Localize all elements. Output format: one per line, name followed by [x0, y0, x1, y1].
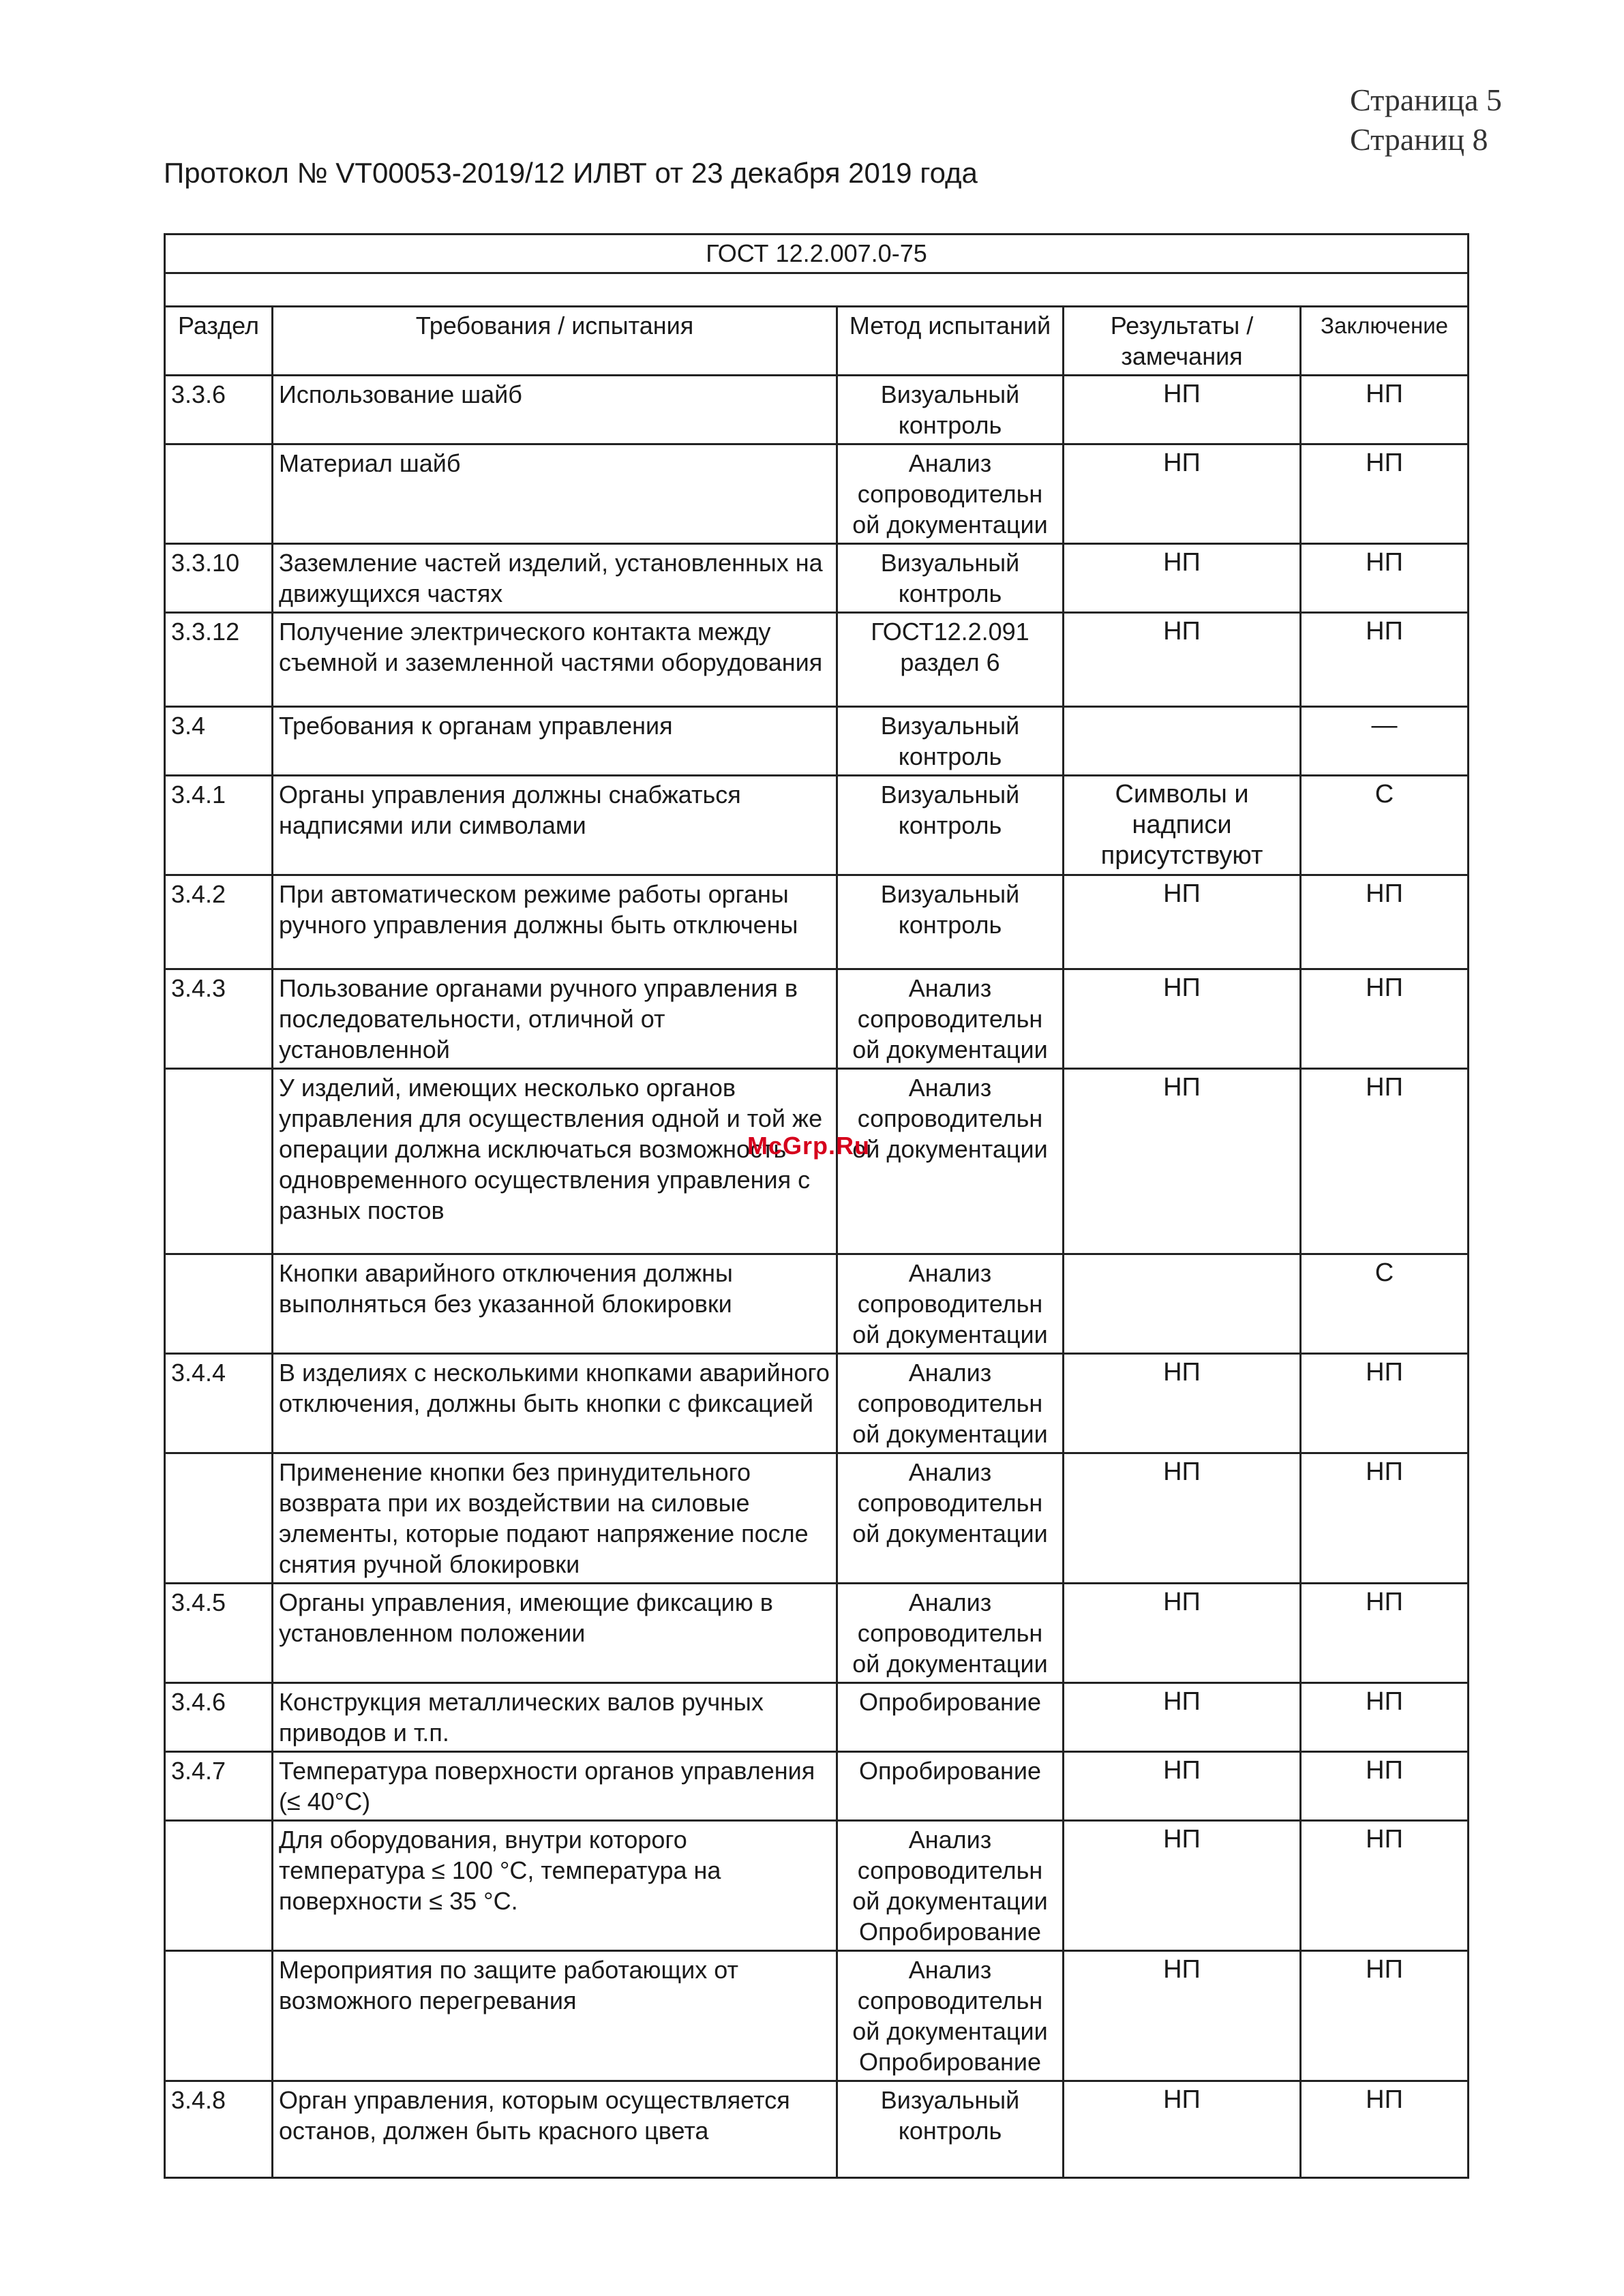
row-requirement: Пользование органами ручного управления в последовательности, отличной от установленной: [273, 969, 837, 1069]
row-section: 3.4.5: [165, 1584, 273, 1683]
table-row: [165, 376, 1469, 444]
row-requirement: При автоматическом режиме работы органы ручного управления должны быть отключены: [273, 875, 837, 969]
row-method: Анализ сопроводительн ой документации: [837, 444, 1064, 544]
row-section: 3.4.3: [165, 969, 273, 1069]
row-section: [165, 1821, 273, 1951]
row-section: 3.4.1: [165, 776, 273, 875]
row-result: [1064, 1254, 1301, 1354]
row-conclusion: НП: [1301, 969, 1469, 1069]
row-result: НП: [1064, 1752, 1301, 1821]
header-results: Результаты / замечания: [1064, 307, 1301, 376]
row-requirement: Заземление частей изделий, установленных на движущихся частях: [273, 544, 837, 613]
table-row: [165, 776, 1469, 875]
row-conclusion: НП: [1301, 1683, 1469, 1752]
protocol-title: Протокол № VT00053-2019/12 ИЛВТ от 23 декабря 2019 года: [164, 157, 978, 189]
row-conclusion: НП: [1301, 1354, 1469, 1453]
page-number: Страница 5: [1350, 82, 1502, 117]
row-method: Визуальный контроль: [837, 2081, 1064, 2178]
row-requirement: Органы управления должны снабжаться надписями или символами: [273, 776, 837, 875]
table-row: [165, 1584, 1469, 1683]
row-result: [1064, 707, 1301, 776]
row-requirement: Требования к органам управления: [273, 707, 837, 776]
row-conclusion: НП: [1301, 376, 1469, 444]
row-method: Анализ сопроводительн ой документации: [837, 1584, 1064, 1683]
row-conclusion: С: [1301, 1254, 1469, 1354]
row-requirement: Органы управления, имеющие фиксацию в установленном положении: [273, 1584, 837, 1683]
row-method: Анализ сопроводительн ой документации Опробирование: [837, 1821, 1064, 1951]
row-section: [165, 1453, 273, 1584]
row-requirement: Температура поверхности органов управления (≤ 40°С): [273, 1752, 837, 1821]
row-method: Опробирование: [837, 1752, 1064, 1821]
row-method: Анализ сопроводительн ой документации: [837, 1254, 1064, 1354]
row-section: 3.4.6: [165, 1683, 273, 1752]
row-conclusion: НП: [1301, 444, 1469, 544]
standard-row: [165, 235, 1469, 273]
standard-title: ГОСТ 12.2.007.0-75: [165, 235, 1469, 273]
row-result: НП: [1064, 1951, 1301, 2081]
row-result: НП: [1064, 1453, 1301, 1584]
row-method: Анализ сопроводительн ой документации: [837, 1453, 1064, 1584]
table-row: [165, 1254, 1469, 1354]
row-section: 3.4.2: [165, 875, 273, 969]
header-method: Метод испытаний: [837, 307, 1064, 376]
row-method: Анализ сопроводительн ой документации Опробирование: [837, 1951, 1064, 2081]
row-result: НП: [1064, 2081, 1301, 2178]
row-result: НП: [1064, 1821, 1301, 1951]
row-result: НП: [1064, 969, 1301, 1069]
row-conclusion: НП: [1301, 613, 1469, 707]
table-row: [165, 707, 1469, 776]
row-section: 3.3.6: [165, 376, 273, 444]
row-method: Визуальный контроль: [837, 776, 1064, 875]
row-method: Визуальный контроль: [837, 544, 1064, 613]
table-row: [165, 1354, 1469, 1453]
row-result: НП: [1064, 1683, 1301, 1752]
row-requirement: Получение электрического контакта между съемной и заземленной частями оборудования: [273, 613, 837, 707]
row-result: НП: [1064, 544, 1301, 613]
row-method: Визуальный контроль: [837, 376, 1064, 444]
row-method: Опробирование: [837, 1683, 1064, 1752]
table-row: [165, 1453, 1469, 1584]
header-section: Раздел: [165, 307, 273, 376]
row-section: 3.4.8: [165, 2081, 273, 2178]
header-row: [165, 307, 1469, 376]
row-requirement: В изделиях с несколькими кнопками аварийного отключения, должны быть кнопки с фиксацией: [273, 1354, 837, 1453]
row-result: НП: [1064, 1584, 1301, 1683]
row-conclusion: НП: [1301, 2081, 1469, 2178]
header-requirements: Требования / испытания: [273, 307, 837, 376]
table-row: [165, 1821, 1469, 1951]
test-results-table: [164, 233, 1469, 2179]
row-result: Символы и надписи присутствуют: [1064, 776, 1301, 875]
row-result: НП: [1064, 376, 1301, 444]
row-section: 3.4.4: [165, 1354, 273, 1453]
row-section: 3.3.10: [165, 544, 273, 613]
row-conclusion: С: [1301, 776, 1469, 875]
watermark: McGrp.Ru: [747, 1132, 871, 1160]
row-result: НП: [1064, 1069, 1301, 1254]
row-method: ГОСТ12.2.091 раздел 6: [837, 613, 1064, 707]
row-requirement: Материал шайб: [273, 444, 837, 544]
row-requirement: Конструкция металлических валов ручных приводов и т.п.: [273, 1683, 837, 1752]
row-requirement: Для оборудования, внутри которого температура ≤ 100 °С, температура на поверхности ≤ 35 °С.: [273, 1821, 837, 1951]
table-row: [165, 1951, 1469, 2081]
row-section: 3.4: [165, 707, 273, 776]
table-row: [165, 1069, 1469, 1254]
row-conclusion: НП: [1301, 875, 1469, 969]
table-row: [165, 1752, 1469, 1821]
row-conclusion: НП: [1301, 544, 1469, 613]
table-row: [165, 2081, 1469, 2178]
row-conclusion: НП: [1301, 1453, 1469, 1584]
header-conclusion: Заключение: [1301, 307, 1469, 376]
row-result: НП: [1064, 875, 1301, 969]
row-requirement: Использование шайб: [273, 376, 837, 444]
row-method: Анализ сопроводительн ой документации: [837, 969, 1064, 1069]
row-method: Анализ сопроводительн ой документации: [837, 1069, 1064, 1254]
page-counter: [1350, 80, 1502, 160]
row-requirement: Орган управления, которым осуществляется останов, должен быть красного цвета: [273, 2081, 837, 2178]
row-section: [165, 1069, 273, 1254]
row-result: НП: [1064, 444, 1301, 544]
row-requirement: Мероприятия по защите работающих от возможного перегревания: [273, 1951, 837, 2081]
table-row: [165, 875, 1469, 969]
table-row: [165, 613, 1469, 707]
table-row: [165, 1683, 1469, 1752]
row-result: НП: [1064, 1354, 1301, 1453]
row-method: Анализ сопроводительн ой документации: [837, 1354, 1064, 1453]
row-method: Визуальный контроль: [837, 875, 1064, 969]
spacer-row: [165, 273, 1469, 307]
row-section: [165, 444, 273, 544]
row-conclusion: НП: [1301, 1584, 1469, 1683]
row-section: 3.4.7: [165, 1752, 273, 1821]
table-row: [165, 444, 1469, 544]
table-row: [165, 969, 1469, 1069]
row-section: [165, 1254, 273, 1354]
row-requirement: У изделий, имеющих несколько органов управления для осуществления одной и той же операции должна исключаться возможность одновременного осуществления управления с разных постов: [273, 1069, 837, 1254]
row-conclusion: НП: [1301, 1069, 1469, 1254]
table-body: [165, 376, 1469, 2178]
row-section: [165, 1951, 273, 2081]
row-requirement: Применение кнопки без принудительного возврата при их воздействии на силовые элементы, которые подают напряжение после снятия ручной блокировки: [273, 1453, 837, 1584]
row-conclusion: НП: [1301, 1821, 1469, 1951]
row-requirement: Кнопки аварийного отключения должны выполняться без указанной блокировки: [273, 1254, 837, 1354]
row-section: 3.3.12: [165, 613, 273, 707]
table-row: [165, 544, 1469, 613]
row-conclusion: НП: [1301, 1951, 1469, 2081]
row-conclusion: НП: [1301, 1752, 1469, 1821]
total-pages: Страниц 8: [1350, 122, 1488, 157]
row-method: Визуальный контроль: [837, 707, 1064, 776]
row-conclusion: —: [1301, 707, 1469, 776]
row-result: НП: [1064, 613, 1301, 707]
